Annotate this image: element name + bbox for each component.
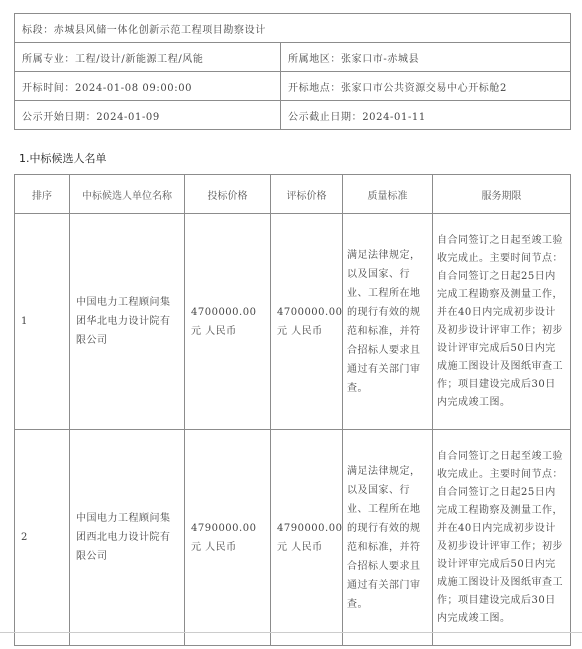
company-cell: 中国电力工程顾问集团西北电力设计院有限公司 — [70, 430, 185, 646]
candidates-table — [14, 174, 571, 646]
info-row-publicity — [15, 101, 571, 130]
eval-price-cell: 4790000.00元 人民币 — [271, 430, 343, 646]
bid-info-table — [14, 13, 571, 130]
quality-cell: 满足法律规定，以及国家、行业、工程所在地的现行有效的规范和标准，并符合招标人要求且通过有关部门审查。 — [343, 430, 433, 646]
rank-cell: 2 — [15, 430, 70, 646]
section-title: 1.中标候选人名单 — [19, 152, 107, 165]
rank-cell: 1 — [15, 214, 70, 430]
table-header-row — [15, 175, 571, 214]
quality-cell: 满足法律规定，以及国家、行业、工程所在地的现行有效的规范和标准，并符合招标人要求且通过有关部门审查。 — [343, 214, 433, 430]
info-row-specialty — [15, 43, 571, 72]
eval-price-cell: 4700000.00元 人民币 — [271, 214, 343, 430]
table-row — [15, 430, 571, 646]
page-bottom-divider — [0, 632, 582, 633]
header-eval-price: 评标价格 — [271, 175, 343, 214]
open-place: 开标地点：张家口市公共资源交易中心开标舱2 — [281, 72, 571, 101]
publicity-end: 公示截止日期：2024-01-11 — [281, 101, 571, 130]
header-rank: 排序 — [15, 175, 70, 214]
open-time: 开标时间：2024-01-08 09:00:00 — [15, 72, 281, 101]
header-company: 中标候选人单位名称 — [70, 175, 185, 214]
info-row-opening — [15, 72, 571, 101]
service-cell: 自合同签订之日起至竣工验收完成止。主要时间节点：自合同签订之日起25日内完成工程勘察及测量工作，并在40日内完成初步设计及初步设计评审工作；初步设计评审完成后50日内完成施工图设计及图纸审查工作；项目建设完成后30日内完成竣工图。 — [433, 214, 571, 430]
bid-price-cell: 4700000.00元 人民币 — [185, 214, 271, 430]
bid-section: 标段：赤城县风储一体化创新示范工程项目勘察设计 — [15, 14, 571, 43]
header-service: 服务期限 — [433, 175, 571, 214]
header-quality: 质量标准 — [343, 175, 433, 214]
header-bid-price: 投标价格 — [185, 175, 271, 214]
info-row-section — [15, 14, 571, 43]
service-cell: 自合同签订之日起至竣工验收完成止。主要时间节点：自合同签订之日起25日内完成工程勘察及测量工作，并在40日内完成初步设计及初步设计评审工作；初步设计评审完成后50日内完成施工图设计及图纸审查工作；项目建设完成后30日内完成竣工图。 — [433, 430, 571, 646]
bid-price-cell: 4790000.00元 人民币 — [185, 430, 271, 646]
publicity-start: 公示开始日期：2024-01-09 — [15, 101, 281, 130]
region: 所属地区：张家口市-赤城县 — [281, 43, 571, 72]
company-cell: 中国电力工程顾问集团华北电力设计院有限公司 — [70, 214, 185, 430]
specialty: 所属专业：工程/设计/新能源工程/风能 — [15, 43, 281, 72]
table-row — [15, 214, 571, 430]
